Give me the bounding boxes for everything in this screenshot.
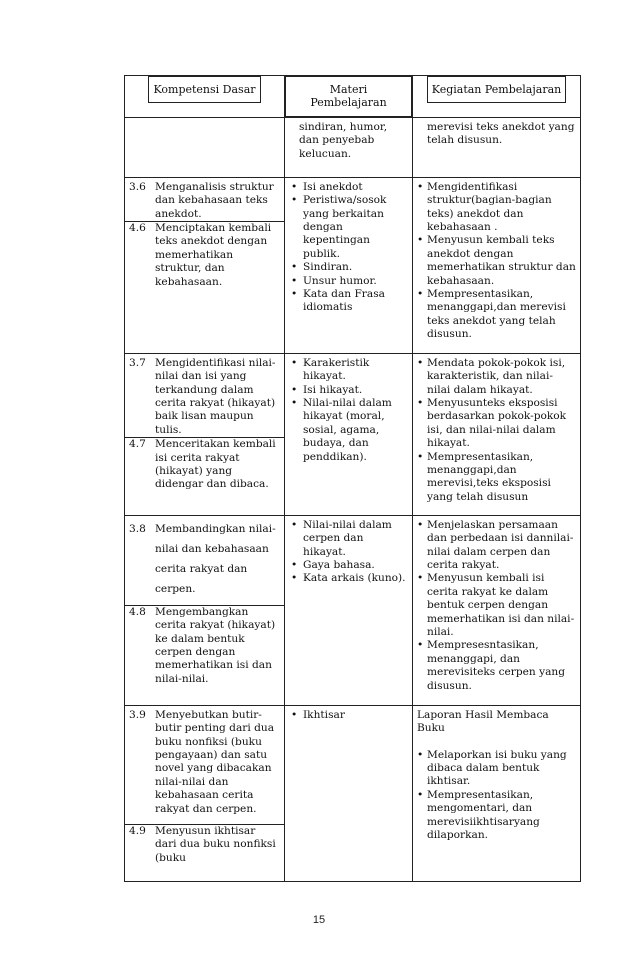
kd-item [125,824,284,865]
table-row [125,515,581,705]
kd-number: 4.9 [129,825,146,838]
list-item: • Menyusun kembali teks anekdot dengan memerhatikan struktur dan kebahasaan. [417,234,576,288]
list-item: • Menjelaskan persamaan dan perbedaan isi dannilai-nilai dalam cerpen dan cerita rakyat. [417,519,576,573]
kd-item [129,709,280,824]
list-item: • Sindiran. [289,261,408,274]
list-item: • Mempresentasikan, mengomentari, dan merevisiikhtisaryang dilaporkan. [417,789,576,843]
header-kompetensi-dasar: Kompetensi Dasar [125,76,285,118]
curriculum-table [124,75,581,882]
table-row [125,705,581,881]
kd-text: Menceritakan kembali isi cerita rakyat (hikayat) yang didengar dan dibaca. [155,438,276,491]
kd-number: 4.8 [129,605,146,618]
kd-item [129,181,280,221]
list-item: • Mempresesntasikan, menanggapi, dan merevisiteks cerpen yang disusun. [417,639,576,693]
materi-cell [285,705,413,881]
table-row-continued [125,117,581,177]
kd-number: 4.7 [129,438,146,451]
page-number: 15 [312,914,326,926]
kegiatan-continued-text: merevisi teks anekdot yang telah disusun. [427,120,575,147]
kegiatan-cell [413,117,581,177]
list-item: • Ikhtisar [289,709,408,722]
kegiatan-cell [413,515,581,705]
kd-text: Menyusun ikhtisar dari dua buku nonfiksi (buku [155,825,276,864]
kd-number: 3.7 [129,356,146,369]
kd-text: Mengembangkan cerita rakyat (hikayat) ke dalam bentuk cerpen dengan memerhatikan isi dan nilai-nilai. [155,605,276,685]
kd-item [129,357,280,437]
kegiatan-cell [413,705,581,881]
kd-text: Menganalisis struktur dan kebahasaan teks anekdot. [155,180,274,220]
kd-cell [125,117,285,177]
kd-cell [125,353,285,515]
list-item: • Unsur humor. [289,275,408,288]
materi-cell [285,117,413,177]
kd-text: Menciptakan kembali teks anekdot dengan memerhatikan struktur, dan kebahasaan. [155,222,272,288]
header-materi-pembelajaran: Materi Pembelajaran [285,76,413,118]
kd-cell [125,177,285,353]
kd-item [125,221,284,289]
list-item: • Mendata pokok-pokok isi, karakteristik, dan nilai-nilai dalam hikayat. [417,357,576,397]
kd-text: Mengidentifikasi nilai-nilai dan isi yang terkandung dalam cerita rakyat (hikayat) baik lisan maupun tulis. [155,356,276,436]
table-row [125,177,581,353]
kd-item [129,519,280,605]
list-item: • Mengidentifikasi struktur(bagian-bagian teks) anekdot dan kebahasaan . [417,181,576,235]
kegiatan-cell [413,177,581,353]
list-item: • Isi hikayat. [289,384,408,397]
table-row [125,353,581,515]
kd-number: 3.8 [129,522,146,535]
list-item: • Gaya bahasa. [289,559,408,572]
kd-item [125,605,284,686]
header-kegiatan-pembelajaran: Kegiatan Pembelajaran [413,76,581,118]
list-item: • Kata arkais (kuno). [289,572,408,585]
kegiatan-cell [413,353,581,515]
list-item: • Peristiwa/sosok yang berkaitan dengan kepentingan publik. [289,194,408,261]
materi-cell [285,177,413,353]
list-item: • Melaporkan isi buku yang dibaca dalam bentuk ikhtisar. [417,749,576,789]
list-item: • Kata dan Frasa idiomatis [289,288,408,315]
list-item: • Menyusun kembali isi cerita rakyat ke dalam bentuk cerpen dengan memerhatikan isi dan nilai-nilai. [417,572,576,639]
kd-item [125,437,284,492]
list-item: • Mempresentasikan, menanggapi,dan merevisi,teks eksposisi yang telah disusun [417,451,576,505]
list-item: • Nilai-nilai dalam cerpen dan hikayat. [289,519,408,559]
kegiatan-heading: Laporan Hasil Membaca Buku [417,708,549,735]
kd-number: 3.9 [129,708,146,721]
materi-cell [285,515,413,705]
list-item: • Karakeristik hikayat. [289,357,408,384]
kd-text: Membandingkan nilai-nilai dan kebahasaan cerita rakyat dan cerpen. [155,522,276,595]
materi-cell [285,353,413,515]
kd-text: Menyebutkan butir-butir penting dari dua buku nonfiksi (buku pengayaan) dan satu novel yang dibacakan nilai-nilai dan kebahasaan cerita rakyat dan cerpen. [155,708,275,815]
kd-cell [125,515,285,705]
kd-cell [125,705,285,881]
kd-number: 3.6 [129,180,146,193]
list-item: • Isi anekdot [289,181,408,194]
header-row [125,76,581,118]
materi-continued-text: sindiran, humor, dan penyebab kelucuan. [299,120,388,160]
kd-number: 4.6 [129,222,146,235]
list-item: • Mempresentasikan, menanggapi,dan merevisi teks anekdot yang telah disusun. [417,288,576,342]
list-item: • Menyusunteks eksposisi berdasarkan pokok-pokok isi, dan nilai-nilai dalam hikayat. [417,397,576,451]
list-item: • Nilai-nilai dalam hikayat (moral, sosial, agama, budaya, dan penddikan). [289,397,408,464]
